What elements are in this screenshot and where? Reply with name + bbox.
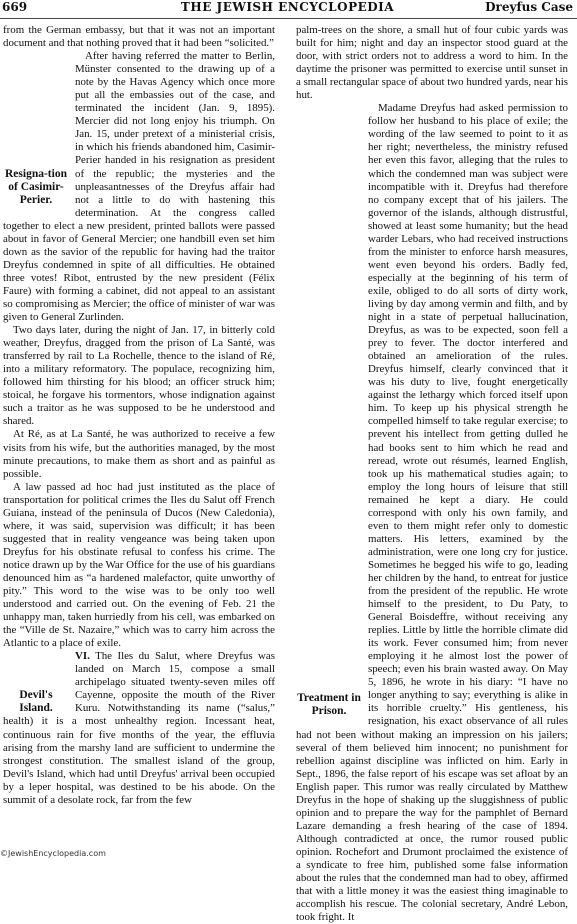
copyright-footer: ©JewishEncyclopedia.com (0, 849, 106, 858)
left-column (3, 24, 275, 807)
paragraph: from the German embassy, but that it was not an important document and that nothing proved that it had been “solicited.” (3, 24, 275, 50)
sidenote-devils-island: Devil's Island. (19, 689, 53, 715)
paragraph: A law passed ad hoc had just instituted as the place of transportation for political crimes the Iles du Salut off French Guiana, instead of the peninsula of Ducos (New Caledonia), where, it was said, supervision was difficult; it has been suggested that in reality vengeance was being taken upon Dreyfus for his obstinate refusal to confess his crime. The notice drawn up by the War Office for the use of his guardians denounced him as “a hardened malefactor, quite unworthy of pity.” This word to the wise was to be only too well understood and carried out. On the evening of Feb. 21 the unhappy man, taken hurriedly from his cell, was embarked on the “Ville de St. Nazaire,” which was to carry him across the Atlantic to a place of exile. (3, 480, 275, 650)
paragraph: After having referred the matter to Berlin, Münster consented to the drawing up of a note by the Havas Agency which once more put all the embassies out of the case, and terminated the incident (Jan. 9, 1895). Mercier did not long enjoy his triumph. On Jan. 15, under pretext of a ministerial crisis, in which his friends abandoned him, Casimir-Perier handed in his resignation as president of the republic; the mysteries and the unpleasantnesses of the Dreyfus affair had not a little to do with hastening this determination. At the congress called together to elect a new president, printed ballots were passed about in favor of General Mercier; one handbill even set him down as the savior of the republic for having had the traitor Dreyfus condemned in spite of all difficulties. He obtained three votes! Ribot, entrusted by the new president (Félix Faure) with forming a cabinet, did not appeal to an assistant so compromising as Mercier; the office of minister of war was given to General Zurlinden. (3, 50, 275, 324)
paragraph: Two days later, during the night of Jan. 17, in bitterly cold weather, Dreyfus, dragged from the prison of La Santé, was transferred by rail to La Rochelle, thence to the island of Ré, into a military reformatory. The populace, recognizing him, followed him thirsting for his blood; an officer struck him; stoical, he forgave his tormentors, whose indignation against such a traitor as he was supposed to be he understood and shared. (3, 324, 275, 428)
right-column (296, 24, 568, 924)
sidenote-resignation: Resigna-tion of Casimir-Perier. (5, 168, 67, 207)
page-header (2, 0, 573, 16)
paragraph-text: The Iles du Salut, where Dreyfus was landed on March 15, compose a small archipelago situated twenty-seven miles off Cayenne, opposite the mouth of the River Kuru. Notwithstanding its name (“salus,” health) it is a most unhealthy region. Incessant heat, continuous rain for five months of the year, the effluvia arising from the marshy land are sufficient to undermine the strongest constitution. The smallest island of the group, Devil's Island, which had until Dreyfus' arrival been occupied by a leper hospital, was destined to be his abode. On the summit of a desolate rock, far from the few (3, 650, 275, 806)
paragraph: Madame Dreyfus had asked permission to follow her husband to his place of exile; the wording of the law seemed to point to it as her right; nevertheless, the ministry refused her even this favor, alleging that the rules to which the condemned man was subject were incompatible with it. Dreyfus had therefore no company except that of his jailers. The governor of the islands, although distrustful, showed at least some humanity; but the head warder Lebars, who had received instructions from the minister to enforce harsh measures, went even beyond his orders. Badly fed, especially at the beginning of his term of exile, obliged to do all sorts of dirty work, living by day among vermin and filth, and by night in a state of perpetual hallucination, Dreyfus, as was to be expected, soon fell a prey to fever. The doctor interfered and obtained an amelioration of the rules. Dreyfus himself, clearly convinced that it was his duty to live, fought energetically against the lethargy which forced itself upon him. To keep up his physical strength he compelled himself to take regular exercise; to prevent his intellect from getting dulled he had books sent to him which he read and reread, wrote out résumés, learned English, took up his mathematical studies again; to employ the long hours of leisure that still remained he kept a diary. He could correspond with only his own family, and even to them might refer only to domestic matters. His letters, examined by the administration, were one long cry for justice. Sometimes he begged his wife to go, leading her children by the hand, to entreat for justice from the president of the republic. He wrote himself to the president, to Du Paty, to General Boisdeffre, without receiving any replies. Little by little the horrible climate did its work. Fever consumed him; from never employing it he almost lost the power of speech; even his brain wasted away. On May 5, 1896, he wrote in his diary: “I have no longer anything to say; everything is alike in its horrible cruelty.” His gentleness, his resignation, his exact observance of all rules had not been without making an impression on his jailers; several of them believed him innocent; no punishment for rebellion against discipline was inflicted on him. Early in Sept., 1896, the false report of his escape was set afloat by an English paper. This rumor was really circulated by Matthew Dreyfus in the hope of shaking up the sluggishness of public opinion and to prepare the way for the pamphlet of Bernard Lazare demanding a fresh hearing of the case of 1894. Although contradicted at once, the rumor roused public opinion. Rochefort and Drumont proclaimed the existence of a syndicate to free him, published some false information about the rules that the condemned man had to obey, affirmed that with a little money it was the easiest thing imaginable to accomplish his rescue. The colonial secretary, André Lebon, took fright. It (296, 102, 568, 924)
running-head: Dreyfus Case (485, 0, 573, 14)
paragraph: At Ré, as at La Santé, he was authorized to receive a few visits from his wife, but the authorities managed, by the most minute precautions, to make them as short and as painful as possible. (3, 428, 275, 480)
header-rule (0, 18, 577, 19)
section-number: VI. (75, 650, 90, 663)
publication-title: THE JEWISH ENCYCLOPEDIA (180, 0, 395, 14)
paragraph: palm-trees on the shore, a small hut of four cubic yards was built for him; night and day an inspector stood guard at the door, with strict orders not to address a word to him. In the daytime the prisoner was permitted to exercise until sunset in a small rectangular space of about two hundred yards, near his hut. (296, 24, 568, 102)
sidenote-treatment: Treatment in Prison. (297, 692, 361, 718)
paragraph (3, 650, 275, 807)
page-number: 669 (2, 0, 28, 14)
